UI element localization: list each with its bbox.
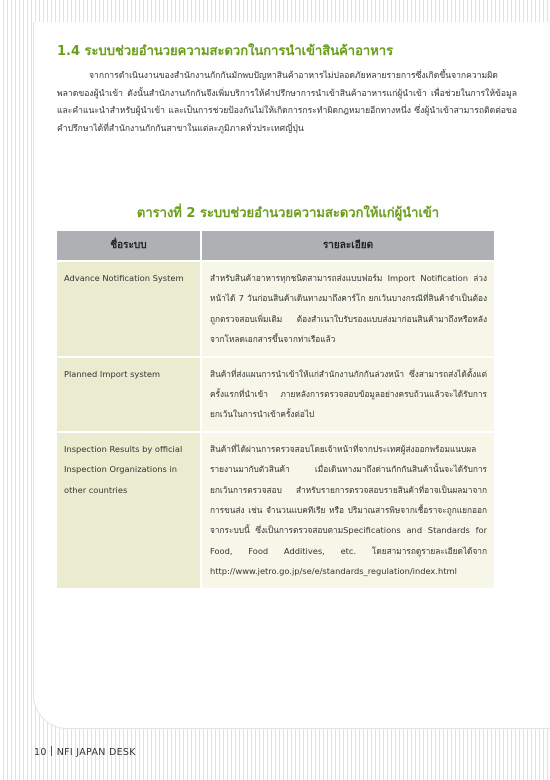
page-footer <box>34 746 136 758</box>
footer-divider <box>51 746 52 756</box>
section-title: 1.4 ระบบช่วยอำนวยความสะดวกในการนำเข้าสินค้าอาหาร <box>57 44 394 59</box>
page-number: 10 <box>34 747 47 758</box>
system-detail-cell: สินค้าที่ส่งแผนการนำเข้าให้แก่สำนักงานกักกันล่วงหน้า ซึ่งสามารถส่งได้ตั้งแต่ครั้งแรกที่นำเข้า ภายหลังการตรวจสอบข้อมูลอย่างครบถ้วนแล้วจะได้รับการยกเว้นในการนำเข้าครั้งต่อไป <box>201 357 494 432</box>
table-row <box>57 261 494 357</box>
section-paragraph-text: จากการดำเนินงานของสำนักงานกักกันมักพบปัญหาสินค้าอาหารไม่ปลอดภัยหลายรายการซึ่งเกิดขึ้นจากความผิดพลาดของผู้นำเข้า ดังนั้นสำนักงานกักกันจึงเพิ่มบริการให้คำปรึกษาการนำเข้าสินค้าอาหารแก่ผู้นำเข้า เพื่อช่วยในการให้ข้อมูลและคำแนะนำสำหรับผู้นำเข้า และเป็นการช่วยป้องกันไม่ให้เกิดการกระทำผิดกฎหมายอีกทางหนึ่ง ซึ่งผู้นำเข้าสามารถติดต่อขอคำปรึกษาได้ที่สำนักงานกักกันสาขาในแต่ละภูมิภาคทั่วประเทศญี่ปุ่น <box>57 71 517 134</box>
column-header-system-name: ชื่อระบบ <box>57 231 201 261</box>
system-detail-cell: สำหรับสินค้าอาหารทุกชนิดสามารถส่งแบบฟอร์ม Import Notification ล่วงหน้าได้ 7 วันก่อนสินค้าเดินทางมาถึงคาร์โก ยกเว้นบางกรณีที่สินค้าจำเป็นต้องถูกตรวจสอบเพิ่มเติม ต้องสำเนาใบรับรองแบบส่งมาก่อนสินค้ามาถึงหรือหลังจากโหลดเอกสารขึ้นจากท่าเรือแล้ว <box>201 261 494 357</box>
system-name-cell: Inspection Results by official Inspection Organizations in other countries <box>57 432 201 588</box>
publication-name: NFI JAPAN DESK <box>56 747 136 758</box>
system-name-cell: Planned Import system <box>57 357 201 432</box>
section-paragraph <box>57 68 517 138</box>
table-row <box>57 432 494 588</box>
column-header-details: รายละเอียด <box>201 231 494 261</box>
table-title: ตารางที่ 2 ระบบช่วยอำนวยความสะดวกให้แก่ผู้นำเข้า <box>136 206 440 221</box>
system-name-cell: Advance Notification System <box>57 261 201 357</box>
facilitation-systems-table <box>57 231 494 588</box>
table-header-row <box>57 231 494 261</box>
system-detail-cell: สินค้าที่ได้ผ่านการตรวจสอบโดยเจ้าหน้าที่จากประเทศผู้ส่งออกพร้อมแนบผลรายงานมากับตัวสินค้า เมื่อเดินทางมาถึงด่านกักกันสินค้านั้นจะได้รับการยกเว้นการตรวจสอบ สำหรับรายการตรวจสอบรายสินค้าที่อาจเป็นผลมาจากการขนส่ง เช่น จำนวนแบคทีเรีย หรือ ปริมาณสารพิษจากเชื้อราจะถูกแยกออกจากระบบนี้ ซึ่งเป็นการตรวจสอบตามSpecifications and Standards for Food, Food Additives, etc. โดยสามารถดูรายละเอียดได้จาก http://www.jetro.go.jp/se/e/standards_regulation/index.html <box>201 432 494 588</box>
table-row <box>57 357 494 432</box>
